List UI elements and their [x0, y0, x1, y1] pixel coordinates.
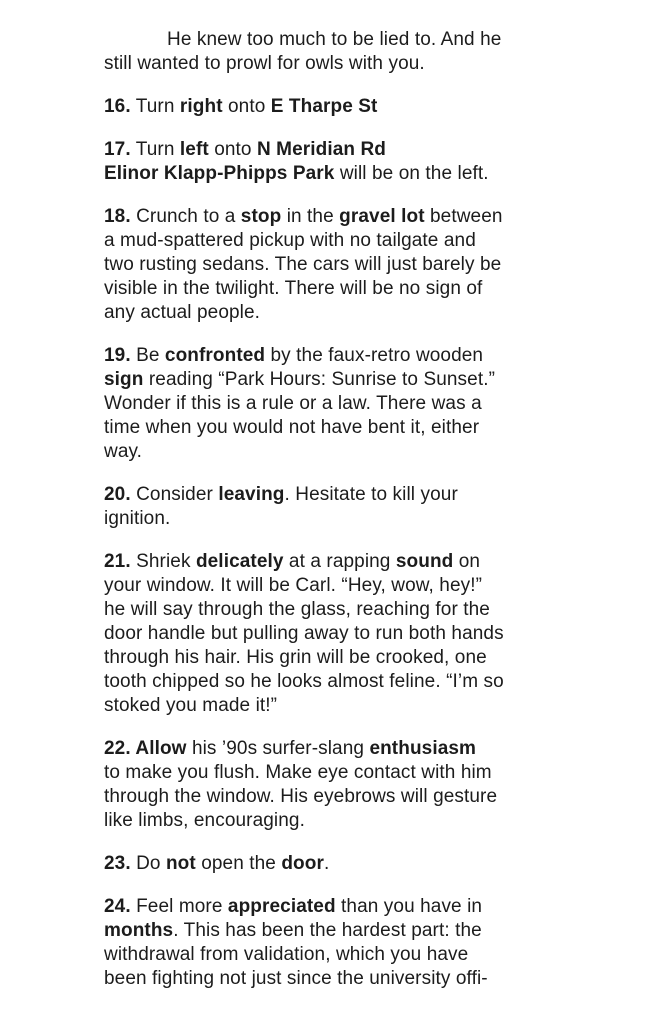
text-line: [104, 919, 504, 943]
bold-text-run: sound: [395, 551, 454, 572]
text-run: Turn: [130, 139, 180, 160]
text-run: by the faux-retro wooden: [265, 345, 484, 366]
step-21: [104, 550, 504, 718]
text-run: Shriek: [130, 551, 196, 572]
text-line: [104, 95, 504, 119]
bold-text-run: 19.: [104, 345, 131, 366]
text-line: [104, 574, 504, 598]
bold-text-run: delicately: [195, 551, 284, 572]
text-line: [104, 895, 504, 919]
bold-text-run: months: [104, 920, 174, 941]
bold-text-run: right: [179, 96, 223, 117]
bold-text-run: door: [281, 853, 324, 874]
bold-text-run: Elinor Klapp-Phipps Park: [104, 163, 335, 184]
text-run: Turn: [130, 96, 180, 117]
step-18: [104, 205, 504, 325]
text-line: [104, 694, 504, 718]
text-run: Consider: [130, 484, 219, 505]
text-run: reading “Park Hours: Sunrise to Sunset.”: [143, 369, 496, 390]
bold-text-run: E Tharpe St: [270, 96, 378, 117]
text-run: Feel more: [130, 896, 228, 917]
text-run: between: [424, 206, 503, 227]
text-line: [104, 368, 504, 392]
text-line: [104, 737, 504, 761]
text-line: [104, 392, 504, 416]
text-line: [104, 943, 504, 967]
text-line: [104, 550, 504, 574]
step-22: [104, 737, 504, 833]
text-run: He knew too much to be lied to. And he: [167, 29, 502, 50]
text-line: [104, 646, 504, 670]
bold-text-run: left: [179, 139, 209, 160]
bold-text-run: 23.: [104, 853, 131, 874]
bold-text-run: gravel lot: [339, 206, 425, 227]
step-16: [104, 95, 504, 119]
text-line: [104, 52, 504, 76]
text-run: onto: [222, 96, 271, 117]
text-run: Wonder if this is a rule or a law. There was a: [104, 393, 482, 414]
text-run: still wanted to prowl for owls with you.: [104, 53, 425, 74]
text-line: [104, 507, 504, 531]
text-run: like limbs, encouraging.: [104, 810, 305, 831]
text-run: your window. It will be Carl. “Hey, wow, hey!”: [104, 575, 483, 596]
bold-text-run: stop: [240, 206, 282, 227]
text-line: [104, 253, 504, 277]
text-run: been fighting not just since the university offi-: [104, 968, 488, 989]
bold-text-run: leaving: [218, 484, 285, 505]
text-line: [104, 967, 504, 991]
step-23: [104, 852, 504, 876]
text-line: [104, 598, 504, 622]
text-run: a mud-spattered pickup with no tailgate and: [104, 230, 476, 251]
text-run: two rusting sedans. The cars will just barely be: [104, 254, 502, 275]
text-run: through his hair. His grin will be crooked, one: [104, 647, 487, 668]
text-run: than you have in: [335, 896, 483, 917]
text-line: [104, 301, 504, 325]
text-line: [104, 670, 504, 694]
text-run: onto: [208, 139, 257, 160]
text-run: open the: [195, 853, 282, 874]
text-line: [104, 622, 504, 646]
text-run: tooth chipped so he looks almost feline. “I’m so: [104, 671, 504, 692]
text-run: any actual people.: [104, 302, 261, 323]
bold-text-run: enthusiasm: [369, 738, 477, 759]
text-line: [104, 277, 504, 301]
text-line: [104, 483, 504, 507]
bold-text-run: not: [165, 853, 196, 874]
text-line: [104, 416, 504, 440]
text-run: at a rapping: [283, 551, 396, 572]
text-run: on: [453, 551, 481, 572]
bold-text-run: 24.: [104, 896, 131, 917]
text-run: Do: [130, 853, 166, 874]
text-line: [104, 440, 504, 464]
step-20: [104, 483, 504, 531]
bold-text-run: appreciated: [227, 896, 336, 917]
bold-text-run: 22. Allow: [104, 738, 187, 759]
text-run: to make you flush. Make eye contact with him: [104, 762, 492, 783]
bold-text-run: 16.: [104, 96, 131, 117]
text-line: [104, 205, 504, 229]
bold-text-run: N Meridian Rd: [256, 139, 386, 160]
text-line: [104, 852, 504, 876]
bold-text-run: sign: [104, 369, 144, 390]
bold-text-run: 17.: [104, 139, 131, 160]
bold-text-run: 21.: [104, 551, 131, 572]
text-line: [104, 28, 504, 52]
step-19: [104, 344, 504, 464]
text-run: time when you would not have bent it, either: [104, 417, 480, 438]
page-text: [104, 28, 504, 1010]
text-run: way.: [104, 441, 143, 462]
text-run: Crunch to a: [130, 206, 241, 227]
text-line: [104, 344, 504, 368]
text-run: . This has been the hardest part: the: [173, 920, 482, 941]
bold-text-run: confronted: [164, 345, 266, 366]
text-run: through the window. His eyebrows will gesture: [104, 786, 498, 807]
text-run: Be: [130, 345, 165, 366]
text-run: door handle but pulling away to run both hands: [104, 623, 504, 644]
text-run: . Hesitate to kill your: [284, 484, 458, 505]
text-run: will be on the left.: [334, 163, 489, 184]
text-line: [104, 138, 504, 162]
text-run: withdrawal from validation, which you have: [104, 944, 469, 965]
step-24: [104, 895, 504, 991]
text-run: his ’90s surfer-slang: [186, 738, 370, 759]
text-line: [104, 809, 504, 833]
text-run: stoked you made it!”: [104, 695, 278, 716]
text-line: [104, 162, 504, 186]
text-run: visible in the twilight. There will be no sign of: [104, 278, 483, 299]
text-line: [104, 785, 504, 809]
text-run: ignition.: [104, 508, 171, 529]
text-line: [104, 229, 504, 253]
bold-text-run: 20.: [104, 484, 131, 505]
text-line: [104, 761, 504, 785]
bold-text-run: 18.: [104, 206, 131, 227]
text-run: he will say through the glass, reaching for the: [104, 599, 490, 620]
body-paragraph-continuation: [104, 28, 504, 76]
text-run: in the: [281, 206, 340, 227]
step-17: [104, 138, 504, 186]
text-run: .: [323, 853, 330, 874]
